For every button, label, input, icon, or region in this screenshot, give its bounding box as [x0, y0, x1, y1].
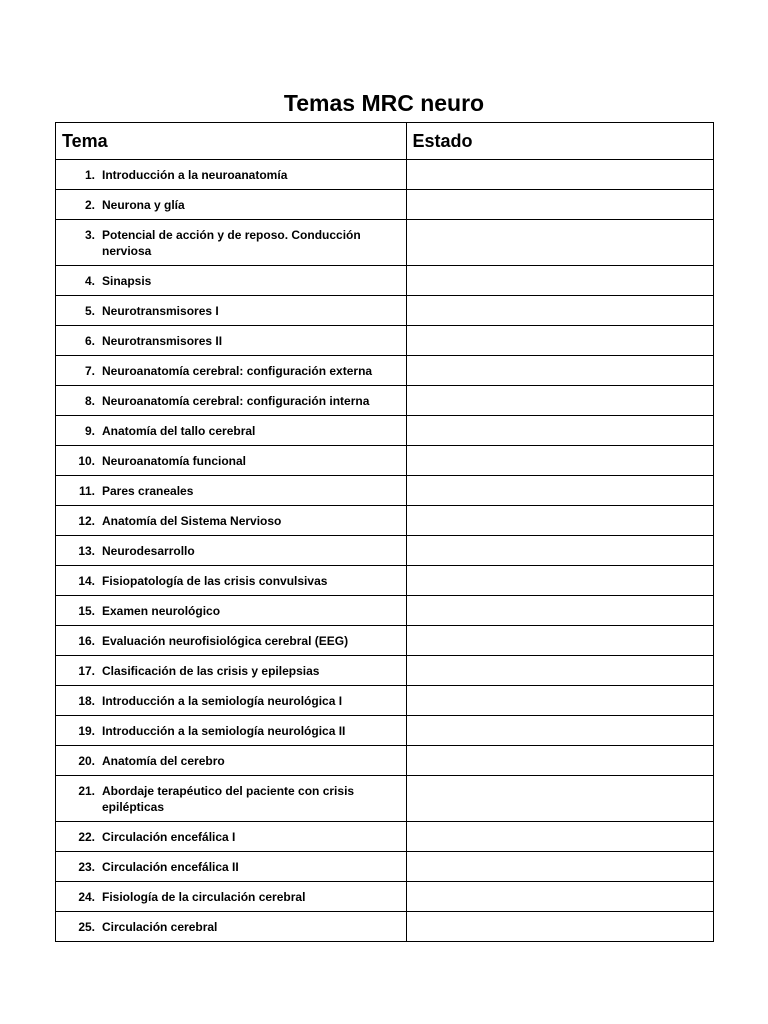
topic-item [56, 573, 406, 589]
topic-text: Abordaje terapéutico del paciente con crisis epilépticas [102, 783, 355, 814]
tema-cell [56, 266, 407, 296]
estado-cell [406, 566, 713, 596]
tema-cell [56, 506, 407, 536]
tema-cell [56, 822, 407, 852]
topic-number: 21. [78, 783, 95, 798]
topic-text: Evaluación neurofisiológica cerebral (EEG) [102, 633, 349, 648]
estado-cell [406, 356, 713, 386]
topic-item [56, 633, 406, 649]
topic-number: 24. [78, 889, 95, 904]
column-header-tema: Tema [56, 123, 407, 160]
table-row [56, 416, 714, 446]
topic-text: Fisiopatología de las crisis convulsivas [102, 573, 328, 588]
topic-number: 1. [84, 167, 95, 182]
topic-number: 19. [78, 723, 95, 738]
topic-text: Introducción a la semiología neurológica I [102, 693, 343, 708]
table-row [56, 566, 714, 596]
estado-cell [406, 822, 713, 852]
topic-number: 17. [78, 663, 95, 678]
estado-cell [406, 326, 713, 356]
topic-text: Neuroanatomía cerebral: configuración externa [102, 363, 373, 378]
table-row [56, 356, 714, 386]
tema-cell [56, 356, 407, 386]
estado-cell [406, 296, 713, 326]
topic-item [56, 603, 406, 619]
estado-cell [406, 386, 713, 416]
tema-cell [56, 656, 407, 686]
topic-number: 13. [78, 543, 95, 558]
tema-cell [56, 536, 407, 566]
topic-item [56, 303, 406, 319]
tema-cell [56, 416, 407, 446]
topic-text: Anatomía del tallo cerebral [102, 423, 256, 438]
table-row [56, 536, 714, 566]
table-row [56, 626, 714, 656]
column-header-estado: Estado [406, 123, 713, 160]
topic-item [56, 919, 406, 935]
topic-text: Clasificación de las crisis y epilepsias [102, 663, 320, 678]
topic-item [56, 363, 406, 379]
tema-cell [56, 776, 407, 822]
topic-item [56, 693, 406, 709]
topic-number: 7. [84, 363, 95, 378]
topic-item [56, 393, 406, 409]
topic-number: 16. [78, 633, 95, 648]
estado-cell [406, 190, 713, 220]
topic-item [56, 227, 406, 259]
topic-text: Examen neurológico [102, 603, 221, 618]
topic-text: Circulación encefálica II [102, 859, 239, 874]
estado-cell [406, 626, 713, 656]
table-row [56, 446, 714, 476]
estado-cell [406, 912, 713, 942]
topic-number: 6. [84, 333, 95, 348]
table-row [56, 296, 714, 326]
topic-text: Neuroanatomía funcional [102, 453, 247, 468]
tema-cell [56, 626, 407, 656]
tema-cell [56, 746, 407, 776]
estado-cell [406, 776, 713, 822]
table-row [56, 882, 714, 912]
topic-text: Neurotransmisores II [102, 333, 223, 348]
topic-item [56, 197, 406, 213]
topic-item [56, 333, 406, 349]
topic-number: 15. [78, 603, 95, 618]
table-row [56, 686, 714, 716]
estado-cell [406, 686, 713, 716]
table-row [56, 220, 714, 266]
estado-cell [406, 656, 713, 686]
topic-number: 14. [78, 573, 95, 588]
topic-number: 23. [78, 859, 95, 874]
tema-cell [56, 882, 407, 912]
topic-text: Potencial de acción y de reposo. Conducción nerviosa [102, 227, 361, 258]
table-row [56, 656, 714, 686]
topic-number: 4. [84, 273, 95, 288]
estado-cell [406, 266, 713, 296]
table-row [56, 776, 714, 822]
topic-item [56, 753, 406, 769]
tema-cell [56, 296, 407, 326]
table-row [56, 386, 714, 416]
tema-cell [56, 686, 407, 716]
estado-cell [406, 852, 713, 882]
table-row [56, 596, 714, 626]
topic-item [56, 543, 406, 559]
topics-table [55, 122, 714, 942]
topic-text: Sinapsis [102, 273, 152, 288]
topic-text: Pares craneales [102, 483, 194, 498]
estado-cell [406, 746, 713, 776]
topic-number: 10. [78, 453, 95, 468]
topic-item [56, 513, 406, 529]
table-row [56, 746, 714, 776]
topic-number: 8. [84, 393, 95, 408]
topic-item [56, 483, 406, 499]
topic-text: Neurodesarrollo [102, 543, 195, 558]
estado-cell [406, 416, 713, 446]
table-row [56, 716, 714, 746]
topic-number: 2. [84, 197, 95, 212]
topic-number: 20. [78, 753, 95, 768]
topic-number: 22. [78, 829, 95, 844]
tema-cell [56, 852, 407, 882]
topic-item [56, 663, 406, 679]
tema-cell [56, 386, 407, 416]
topic-number: 3. [84, 227, 95, 242]
table-row [56, 822, 714, 852]
topic-text: Neurona y glía [102, 197, 185, 212]
estado-cell [406, 596, 713, 626]
table-body [56, 160, 714, 942]
tema-cell [56, 476, 407, 506]
estado-cell [406, 536, 713, 566]
estado-cell [406, 716, 713, 746]
topic-number: 5. [84, 303, 95, 318]
topic-number: 11. [78, 483, 95, 498]
tema-cell [56, 446, 407, 476]
estado-cell [406, 882, 713, 912]
table-row [56, 326, 714, 356]
tema-cell [56, 190, 407, 220]
table-row [56, 506, 714, 536]
topic-text: Neurotransmisores I [102, 303, 219, 318]
table-row [56, 190, 714, 220]
topic-item [56, 167, 406, 183]
topic-text: Circulación cerebral [102, 919, 218, 934]
topic-item [56, 273, 406, 289]
tema-cell [56, 912, 407, 942]
table-row [56, 266, 714, 296]
tema-cell [56, 160, 407, 190]
topic-number: 9. [84, 423, 95, 438]
topic-item [56, 423, 406, 439]
topic-text: Neuroanatomía cerebral: configuración interna [102, 393, 370, 408]
topic-item [56, 723, 406, 739]
tema-cell [56, 596, 407, 626]
topic-number: 18. [78, 693, 95, 708]
topic-text: Introducción a la semiología neurológica II [102, 723, 346, 738]
table-row [56, 160, 714, 190]
topic-text: Circulación encefálica I [102, 829, 236, 844]
table-row [56, 912, 714, 942]
tema-cell [56, 716, 407, 746]
tema-cell [56, 326, 407, 356]
topic-item [56, 889, 406, 905]
topic-text: Fisiología de la circulación cerebral [102, 889, 306, 904]
estado-cell [406, 220, 713, 266]
topic-number: 25. [78, 919, 95, 934]
tema-cell [56, 566, 407, 596]
topic-item [56, 859, 406, 875]
estado-cell [406, 506, 713, 536]
topic-item [56, 783, 406, 815]
estado-cell [406, 476, 713, 506]
topic-item [56, 829, 406, 845]
topic-item [56, 453, 406, 469]
estado-cell [406, 160, 713, 190]
topic-text: Introducción a la neuroanatomía [102, 167, 288, 182]
topic-number: 12. [78, 513, 95, 528]
topic-text: Anatomía del cerebro [102, 753, 225, 768]
topic-text: Anatomía del Sistema Nervioso [102, 513, 282, 528]
table-row [56, 852, 714, 882]
table-row [56, 476, 714, 506]
tema-cell [56, 220, 407, 266]
page-title: Temas MRC neuro [283, 90, 485, 116]
table-header-row [56, 123, 714, 160]
estado-cell [406, 446, 713, 476]
